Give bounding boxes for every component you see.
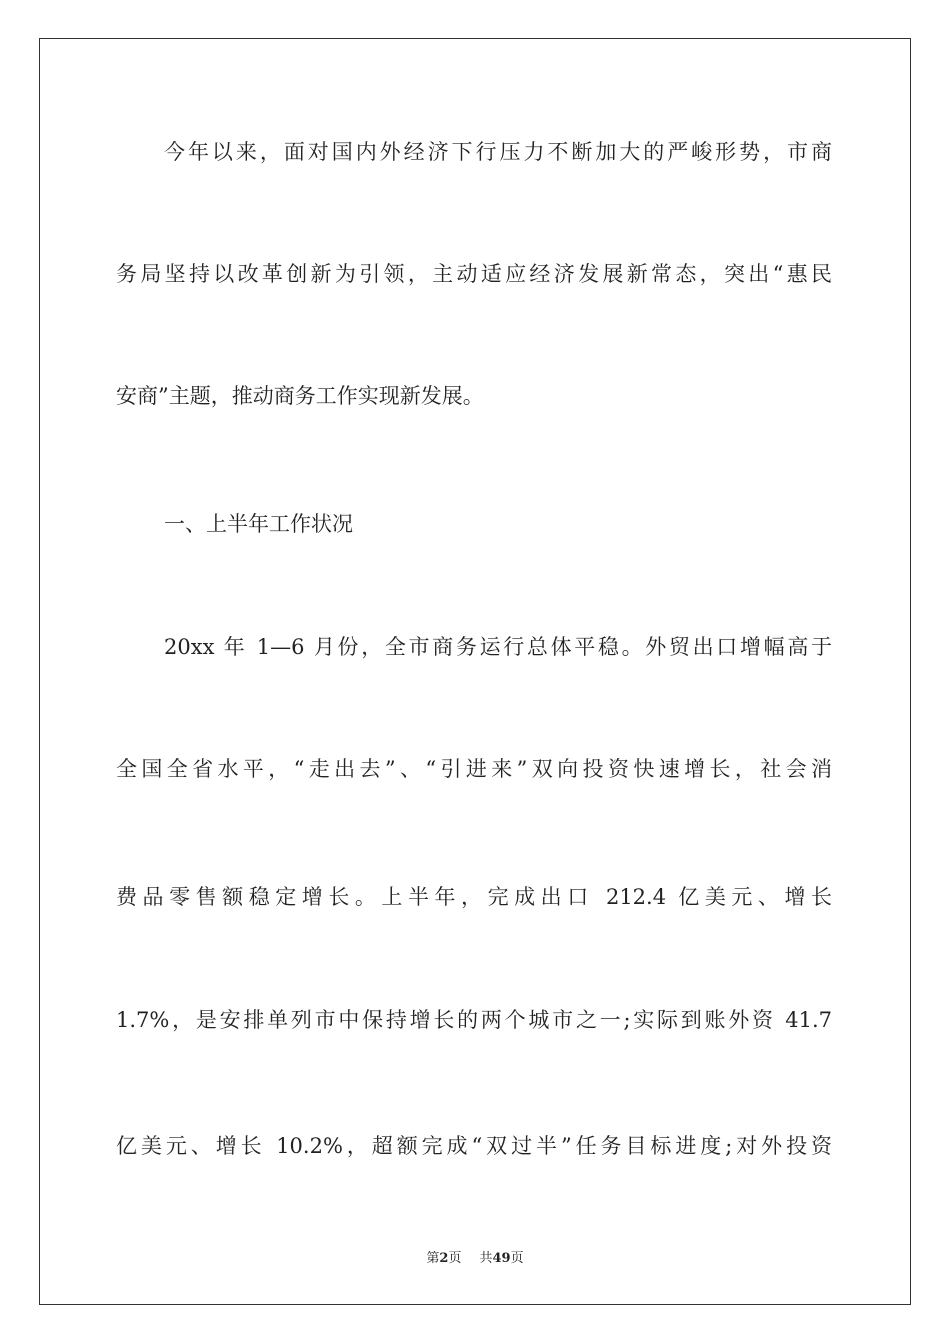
- page-border: [39, 38, 911, 1305]
- paragraph-line: 费品零售额稳定增长。上半年，完成出口 212.4 亿美元、增长: [116, 885, 832, 909]
- paragraph-line: 亿美元、增长 10.2%，超额完成“双过半”任务目标进度;对外投资: [116, 1134, 832, 1158]
- page-footer: [0, 1247, 950, 1266]
- paragraph-line: 安商”主题，推动商务工作实现新发展。: [116, 384, 484, 408]
- paragraph-line: 务局坚持以改革创新为引领，主动适应经济发展新常态，突出“惠民: [116, 262, 832, 286]
- paragraph-line: 1.7%，是安排单列市中保持增长的两个城市之一;实际到账外资 41.7: [116, 1008, 832, 1032]
- page-label-suffix: 页: [448, 1251, 462, 1266]
- total-pages: 49: [492, 1251, 511, 1266]
- total-label-suffix: 页: [510, 1251, 524, 1266]
- page-label-prefix: 第: [426, 1251, 440, 1266]
- paragraph-line: 20xx 年 1—6 月份，全市商务运行总体平稳。外贸出口增幅高于: [164, 635, 832, 659]
- section-heading: 一、上半年工作状况: [164, 512, 353, 536]
- page-number: 2: [439, 1251, 449, 1266]
- paragraph-line: 今年以来，面对国内外经济下行压力不断加大的严峻形势，市商: [164, 140, 832, 164]
- total-label-prefix: 共: [479, 1251, 493, 1266]
- paragraph-line: 全国全省水平，“走出去”、“引进来”双向投资快速增长，社会消: [116, 757, 832, 781]
